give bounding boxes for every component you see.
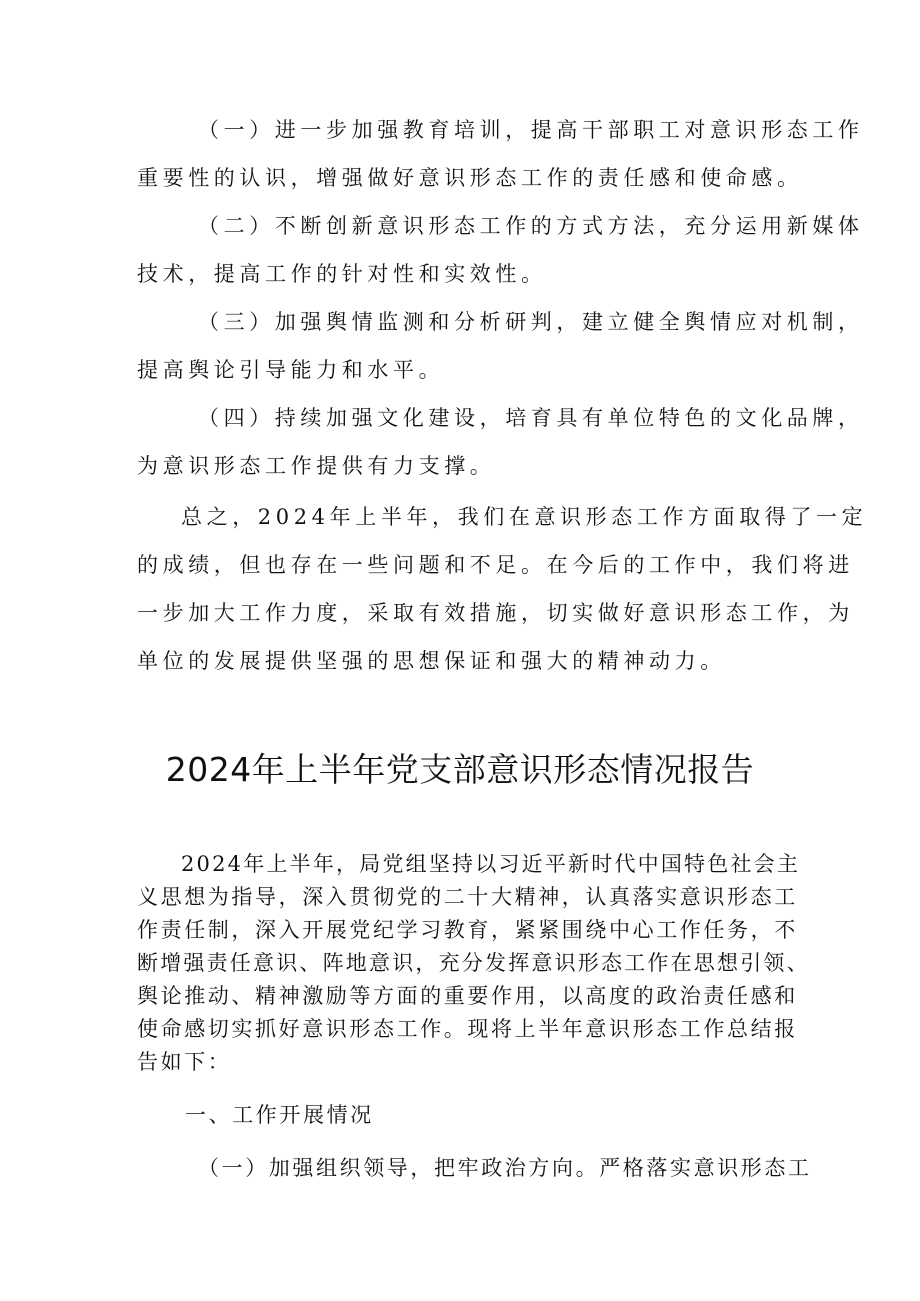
- paragraph-line: 一步加大工作力度，采取有效措施，切实做好意识形态工作，为: [137, 601, 854, 625]
- paragraph-line: 总之，2024年上半年，我们在意识形态工作方面取得了一定: [181, 505, 868, 529]
- paragraph-line: 2024年上半年，局党组坚持以习近平新时代中国特色社会主: [181, 852, 801, 876]
- paragraph-line: 的成绩，但也存在一些问题和不足。在今后的工作中，我们将进: [137, 553, 854, 577]
- section-heading: 一、工作开展情况: [185, 1103, 374, 1127]
- paragraph-line: （一）加强组织领导，把牢政治方向。严格落实意识形态工: [198, 1156, 812, 1180]
- paragraph-line: 重要性的认识，增强做好意识形态工作的责任感和使命感。: [137, 166, 803, 190]
- paragraph-line: 义思想为指导，深入贯彻党的二十大精神，认真落实意识形态工: [137, 885, 798, 909]
- paragraph-line: （二）不断创新意识形态工作的方式方法，充分运用新媒体: [198, 214, 864, 238]
- paragraph-line: 断增强责任意识、阵地意识，充分发挥意识形态工作在思想引领、: [137, 951, 810, 975]
- paragraph-line: （四）持续加强文化建设，培育具有单位特色的文化品牌，: [198, 406, 864, 430]
- report-title: 2024年上半年党支部意识形态情况报告: [165, 750, 755, 789]
- paragraph-line: （一）进一步加强教育培训，提高干部职工对意识形态工作: [198, 118, 864, 142]
- paragraph-line: 作责任制，深入开展党纪学习教育，紧紧围绕中心工作任务，不: [137, 918, 798, 942]
- paragraph-line: 使命感切实抓好意识形态工作。现将上半年意识形态工作总结报: [137, 1017, 798, 1041]
- paragraph-line: 提高舆论引导能力和水平。: [137, 358, 445, 382]
- paragraph-line: 单位的发展提供坚强的思想保证和强大的精神动力。: [137, 649, 726, 673]
- paragraph-line: 为意识形态工作提供有力支撑。: [137, 454, 496, 478]
- paragraph-line: 告如下：: [137, 1050, 232, 1074]
- paragraph-line: 舆论推动、精神激励等方面的重要作用，以高度的政治责任感和: [137, 984, 798, 1008]
- paragraph-line: （三）加强舆情监测和分析研判，建立健全舆情应对机制，: [198, 310, 864, 334]
- paragraph-line: 技术，提高工作的针对性和实效性。: [137, 262, 547, 286]
